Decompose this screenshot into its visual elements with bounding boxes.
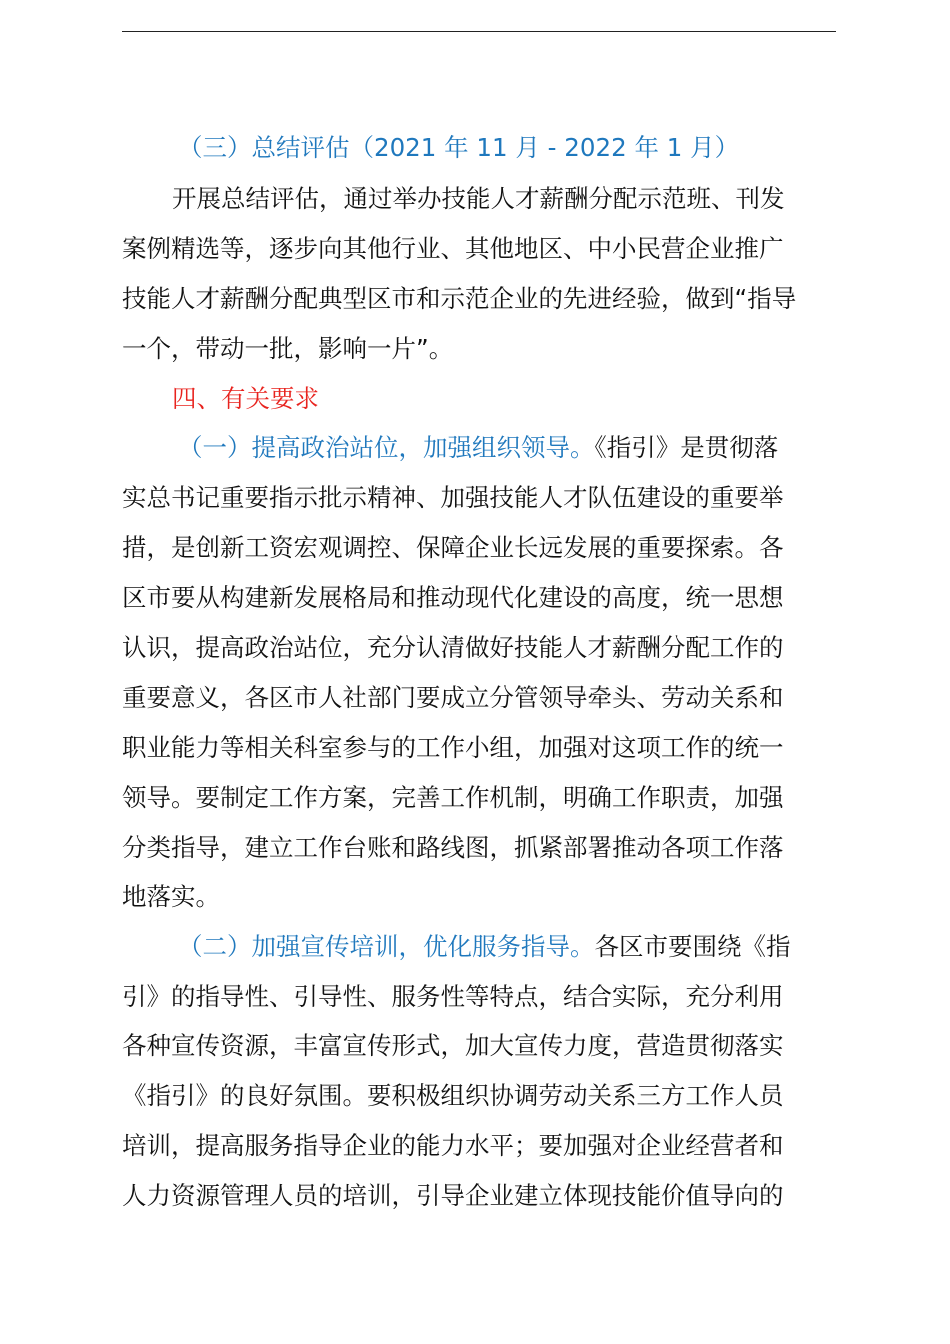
body-text: 分类指导，建立工作台账和路线图，抓紧部署推动各项工作落	[122, 833, 784, 862]
body-text: 区市要从构建新发展格局和推动现代化建设的高度，统一思想	[122, 583, 784, 612]
paragraph-line	[122, 1128, 950, 1164]
paragraph-line	[178, 929, 950, 965]
body-text: 措，是创新工资宏观调控、保障企业长远发展的重要探索。各	[122, 533, 784, 562]
body-text: 一个，带动一批，影响一片”。	[122, 334, 454, 363]
body-text: 《指引》的良好氛围。要积极组织协调劳动关系三方工作人员	[122, 1081, 784, 1110]
header-rule	[122, 31, 836, 32]
paragraph-line	[122, 331, 950, 367]
body-text: 职业能力等相关科室参与的工作小组，加强对这项工作的统一	[122, 733, 784, 762]
paragraph-line	[122, 281, 950, 317]
body-text: 实总书记重要指示批示精神、加强技能人才队伍建设的重要举	[122, 483, 784, 512]
paragraph-line	[122, 780, 950, 816]
subheading-text: （二）加强宣传培训，优化服务指导。	[178, 932, 595, 961]
paragraph-line	[122, 530, 950, 566]
paragraph-line	[122, 830, 950, 866]
paragraph-line	[122, 979, 950, 1015]
paragraph-line	[178, 430, 950, 466]
body-text: 重要意义，各区市人社部门要成立分管领导牵头、劳动关系和	[122, 683, 784, 712]
body-text: 领导。要制定工作方案，完善工作机制，明确工作职责，加强	[122, 783, 784, 812]
paragraph-line	[122, 231, 950, 267]
paragraph-line	[122, 480, 950, 516]
body-text: 培训，提高服务指导企业的能力水平；要加强对企业经营者和	[122, 1131, 784, 1160]
paragraph-line	[122, 680, 950, 716]
paragraph-line	[122, 1028, 950, 1064]
paragraph-line	[122, 730, 950, 766]
paragraph-line	[122, 1078, 950, 1114]
paragraph-line	[122, 630, 950, 666]
body-text: 地落实。	[122, 882, 220, 911]
body-text: 人力资源管理人员的培训，引导企业建立体现技能价值导向的	[122, 1181, 784, 1210]
body-text: 技能人才薪酬分配典型区市和示范企业的先进经验，做到“指导	[122, 284, 797, 313]
paragraph-line	[172, 181, 950, 217]
heading-summary-evaluation	[178, 130, 950, 166]
body-text: 认识，提高政治站位，充分认清做好技能人才薪酬分配工作的	[122, 633, 784, 662]
heading-text: （三）总结评估（2021 年 11 月 - 2022 年 1 月）	[178, 133, 740, 162]
body-text: 引》的指导性、引导性、服务性等特点，结合实际，充分利用	[122, 982, 784, 1011]
section-heading-requirements	[172, 381, 950, 417]
paragraph-line	[122, 879, 950, 915]
paragraph-line	[122, 580, 950, 616]
paragraph-line	[122, 1178, 950, 1214]
body-text: 开展总结评估，通过举办技能人才薪酬分配示范班、刊发	[172, 184, 785, 213]
body-text: 案例精选等，逐步向其他行业、其他地区、中小民营企业推广	[122, 234, 784, 263]
body-text: 各区市要围绕《指	[594, 932, 791, 961]
subheading-text: （一）提高政治站位，加强组织领导。	[178, 433, 595, 462]
body-text: 各种宣传资源，丰富宣传形式，加大宣传力度，营造贯彻落实	[122, 1031, 784, 1060]
section-heading-text: 四、有关要求	[172, 384, 319, 413]
body-text: 《指引》是贯彻落	[594, 433, 779, 462]
